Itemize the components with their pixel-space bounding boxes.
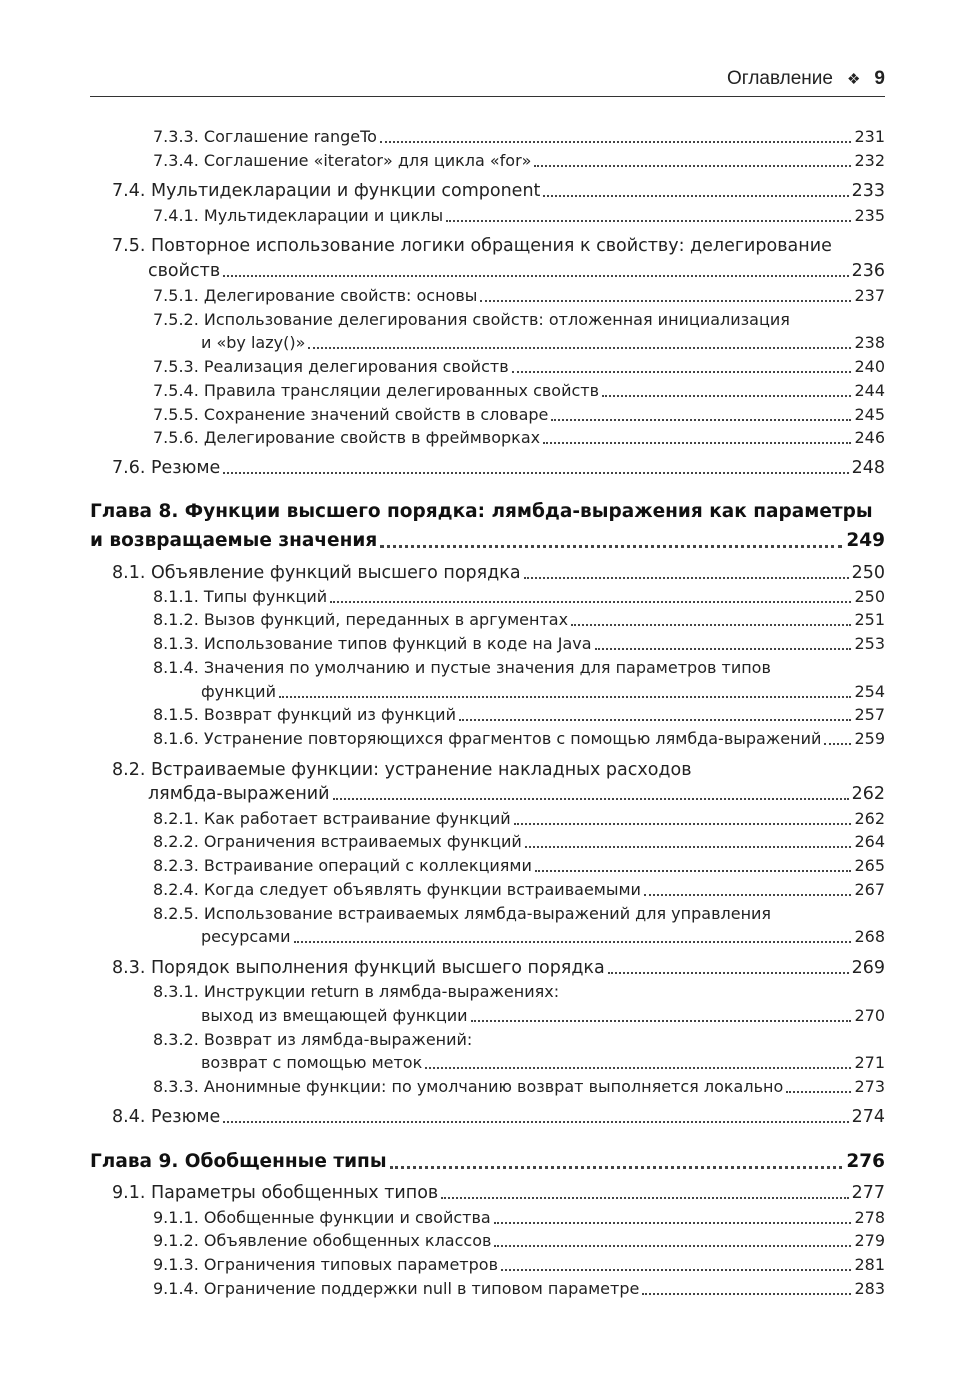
toc-entry-continuation [0, 330, 885, 354]
dot-leader [441, 1197, 848, 1199]
entry-title: Как работает встраивание функций [203, 809, 511, 828]
header-section-title: Оглавление [727, 68, 833, 89]
entry-title: Ограничения встраиваемых функций [203, 832, 522, 851]
entry-number: 8.2. [112, 760, 146, 780]
dot-leader [524, 577, 849, 579]
toc-entry-continuation [0, 679, 885, 703]
toc-entry [0, 1104, 885, 1128]
toc-entry [0, 560, 885, 584]
entry-title: Повторное использование логики обращения к свойству: делегирование [150, 236, 832, 256]
entry-number: 7.5.5. [153, 405, 199, 424]
entry-page: 269 [851, 958, 885, 978]
entry-page: 237 [854, 286, 885, 305]
entry-title: Возврат функций из функций [203, 705, 456, 724]
entry-title: лямбда-выражений [148, 784, 330, 804]
toc-entry [0, 655, 885, 679]
toc-entry [0, 307, 885, 331]
toc-entry [0, 148, 885, 172]
entry-page: 268 [854, 927, 885, 946]
dot-leader [494, 1245, 851, 1247]
entry-number: 8.1.1. [153, 587, 199, 606]
entry-page: 262 [854, 809, 885, 828]
toc-entry-continuation [0, 924, 885, 948]
toc-entry [0, 203, 885, 227]
entry-page: 283 [854, 1279, 885, 1298]
dot-leader [459, 719, 851, 721]
dot-leader [551, 419, 851, 421]
toc-entry [0, 378, 885, 402]
dot-leader [223, 1121, 848, 1123]
entry-number: 9.1.2. [153, 1231, 199, 1250]
entry-title: Порядок выполнения функций высшего порядка [150, 958, 605, 978]
header-page-number: 9 [874, 68, 885, 89]
dot-leader [333, 798, 849, 800]
dot-leader [595, 648, 852, 650]
entry-number: 9.1.1. [153, 1208, 199, 1227]
dot-leader [480, 300, 851, 302]
dot-leader [642, 1293, 851, 1295]
toc-entry-continuation [0, 781, 885, 805]
toc-entry-continuation [0, 1003, 885, 1027]
entry-page: 281 [854, 1255, 885, 1274]
chapter-title: и возвращаемые значения [90, 530, 378, 551]
entry-title: Резюме [150, 458, 221, 478]
entry-number: 8.1.2. [153, 610, 199, 629]
dot-leader [279, 696, 851, 698]
entry-title: Инструкции return в лямбда-выражениях: [203, 982, 560, 1001]
chapter-title: Глава 8. Функции высшего порядка: лямбда-выражения как параметры [90, 501, 873, 522]
entry-page: 251 [854, 610, 885, 629]
entry-title: Обобщенные функции и свойства [203, 1208, 491, 1227]
entry-number: 8.2.2. [153, 832, 199, 851]
dot-leader [514, 823, 852, 825]
dot-leader [543, 195, 848, 197]
entry-page: 236 [851, 261, 885, 281]
entry-number: 8.2.5. [153, 904, 199, 923]
toc-entry [0, 853, 885, 877]
entry-number: 8.3.1. [153, 982, 199, 1001]
dot-leader [644, 894, 852, 896]
entry-title: Объявление функций высшего порядка [150, 563, 521, 583]
toc-entry [0, 584, 885, 608]
diamond-cluster-icon: ❖ [846, 71, 861, 88]
entry-title: Возврат из лямбда-выражений: [203, 1030, 473, 1049]
toc-entry [0, 1252, 885, 1276]
toc-entry [0, 425, 885, 449]
entry-number: 7.3.3. [153, 127, 199, 146]
entry-number: 8.1.4. [153, 658, 199, 677]
entry-title: ресурсами [201, 927, 291, 946]
chapter-heading [0, 497, 885, 525]
entry-title: возврат с помощью меток [201, 1053, 423, 1072]
entry-number: 7.5. [112, 236, 146, 256]
dot-leader [308, 347, 851, 349]
toc-entry [0, 124, 885, 148]
entry-title: свойств [148, 261, 221, 281]
entry-page: 279 [854, 1231, 885, 1250]
entry-title: Анонимные функции: по умолчанию возврат выполняется локально [203, 1077, 784, 1096]
dot-leader [535, 870, 852, 872]
chapter-heading-continuation [0, 526, 885, 554]
entry-title: Встраивание операций с коллекциями [203, 856, 532, 875]
dot-leader [223, 472, 848, 474]
entry-title: и «by lazy()» [201, 333, 306, 352]
toc-entry [0, 233, 885, 257]
entry-title: Значения по умолчанию и пустые значения для параметров типов [203, 658, 771, 677]
chapter-heading [0, 1147, 885, 1175]
toc-entry [0, 979, 885, 1003]
dot-leader [534, 165, 851, 167]
entry-title: Устранение повторяющихся фрагментов с помощью лямбда-выражений [203, 729, 822, 748]
dot-leader [446, 220, 851, 222]
entry-number: 8.1. [112, 563, 146, 583]
entry-number: 7.4.1. [153, 206, 199, 225]
entry-title: Ограничения типовых параметров [203, 1255, 498, 1274]
toc-entry [0, 1205, 885, 1229]
entry-page: 278 [854, 1208, 885, 1227]
entry-page: 270 [854, 1006, 885, 1025]
entry-number: 7.6. [112, 458, 146, 478]
dot-leader [471, 1020, 852, 1022]
dot-leader [602, 395, 851, 397]
entry-number: 8.4. [112, 1107, 146, 1127]
toc-entry [0, 607, 885, 631]
entry-title: Резюме [150, 1107, 221, 1127]
entry-number: 8.3. [112, 958, 146, 978]
entry-page: 232 [854, 151, 885, 170]
entry-title: Использование типов функций в коде на Java [203, 634, 592, 653]
entry-number: 8.3.3. [153, 1077, 199, 1096]
entry-title: Параметры обобщенных типов [150, 1183, 439, 1203]
dot-leader [571, 624, 851, 626]
entry-number: 7.5.1. [153, 286, 199, 305]
dot-leader [501, 1269, 851, 1271]
entry-number: 7.5.6. [153, 428, 199, 447]
entry-page: 238 [854, 333, 885, 352]
dot-leader [390, 1166, 842, 1169]
entry-number: 9.1. [112, 1183, 146, 1203]
entry-number: 9.1.4. [153, 1279, 199, 1298]
toc-entry [0, 877, 885, 901]
entry-number: 8.1.6. [153, 729, 199, 748]
dot-leader [294, 941, 852, 943]
entry-page: 254 [854, 682, 885, 701]
entry-title: Использование встраиваемых лямбда-выражений для управления [203, 904, 772, 923]
entry-page: 273 [854, 1077, 885, 1096]
dot-leader [425, 1067, 851, 1069]
toc-entry [0, 806, 885, 830]
entry-number: 8.1.5. [153, 705, 199, 724]
entry-page: 235 [854, 206, 885, 225]
entry-page: 250 [854, 587, 885, 606]
dot-leader [223, 275, 848, 277]
entry-title: выход из вмещающей функции [201, 1006, 468, 1025]
entry-page: 244 [854, 381, 885, 400]
toc-entry-continuation [0, 1050, 885, 1074]
toc-entry [0, 1180, 885, 1204]
toc-entry [0, 402, 885, 426]
entry-page: 264 [854, 832, 885, 851]
entry-title: Делегирование свойств в фреймворках [203, 428, 541, 447]
entry-title: Соглашение rangeTo [203, 127, 377, 146]
toc-entry [0, 901, 885, 925]
entry-title: Сохранение значений свойств в словаре [203, 405, 549, 424]
entry-page: 262 [851, 784, 885, 804]
toc-entry [0, 829, 885, 853]
entry-page: 257 [854, 705, 885, 724]
entry-title: Встраиваемые функции: устранение накладных расходов [150, 760, 692, 780]
entry-title: Соглашение «iterator» для цикла «for» [203, 151, 532, 170]
entry-page: 246 [854, 428, 885, 447]
chapter-page: 249 [846, 530, 885, 551]
entry-title: Мультидекларации и функции component [150, 181, 541, 201]
toc-entry [0, 283, 885, 307]
toc-entry [0, 178, 885, 202]
entry-page: 259 [854, 729, 885, 748]
toc-entry [0, 1228, 885, 1252]
entry-page: 245 [854, 405, 885, 424]
entry-title: Мультидекларации и циклы [203, 206, 444, 225]
toc-entry [0, 1074, 885, 1098]
entry-number: 8.2.4. [153, 880, 199, 899]
chapter-page: 276 [846, 1151, 885, 1172]
entry-title: Типы функций [203, 587, 328, 606]
entry-title: Объявление обобщенных классов [203, 1231, 492, 1250]
entry-page: 277 [851, 1183, 885, 1203]
toc-entry [0, 1027, 885, 1051]
entry-number: 7.5.2. [153, 310, 199, 329]
dot-leader [608, 972, 849, 974]
toc-entry [0, 955, 885, 979]
entry-number: 9.1.3. [153, 1255, 199, 1274]
entry-title: функций [201, 682, 276, 701]
dot-leader [824, 743, 851, 745]
toc-entry [0, 631, 885, 655]
entry-page: 233 [851, 181, 885, 201]
toc-entry [0, 757, 885, 781]
entry-page: 274 [851, 1107, 885, 1127]
dot-leader [380, 141, 852, 143]
toc-entry [0, 726, 885, 750]
toc-entry-continuation [0, 258, 885, 282]
entry-page: 248 [851, 458, 885, 478]
toc-entry [0, 455, 885, 479]
dot-leader [330, 601, 851, 603]
entry-number: 7.5.4. [153, 381, 199, 400]
entry-title: Использование делегирования свойств: отложенная инициализация [203, 310, 790, 329]
entry-number: 8.2.1. [153, 809, 199, 828]
entry-number: 7.3.4. [153, 151, 199, 170]
entry-number: 8.2.3. [153, 856, 199, 875]
toc-entry [0, 1276, 885, 1300]
entry-title: Делегирование свойств: основы [203, 286, 478, 305]
entry-number: 7.5.3. [153, 357, 199, 376]
entry-title: Правила трансляции делегированных свойств [203, 381, 600, 400]
entry-number: 8.1.3. [153, 634, 199, 653]
toc-entry [0, 354, 885, 378]
dot-leader [525, 846, 852, 848]
entry-title: Вызов функций, переданных в аргументах [203, 610, 569, 629]
entry-page: 271 [854, 1053, 885, 1072]
dot-leader [512, 371, 852, 373]
chapter-title: Глава 9. Обобщенные типы [90, 1151, 387, 1172]
entry-page: 240 [854, 357, 885, 376]
entry-page: 250 [851, 563, 885, 583]
toc-entry [0, 702, 885, 726]
entry-title: Реализация делегирования свойств [203, 357, 509, 376]
entry-title: Когда следует объявлять функции встраиваемыми [203, 880, 641, 899]
entry-page: 265 [854, 856, 885, 875]
entry-number: 8.3.2. [153, 1030, 199, 1049]
entry-page: 231 [854, 127, 885, 146]
entry-title: Ограничение поддержки null в типовом параметре [203, 1279, 640, 1298]
dot-leader [543, 442, 851, 444]
dot-leader [494, 1222, 852, 1224]
entry-page: 253 [854, 634, 885, 653]
dot-leader [380, 545, 842, 548]
entry-page: 267 [854, 880, 885, 899]
dot-leader [786, 1091, 851, 1093]
entry-number: 7.4. [112, 181, 146, 201]
